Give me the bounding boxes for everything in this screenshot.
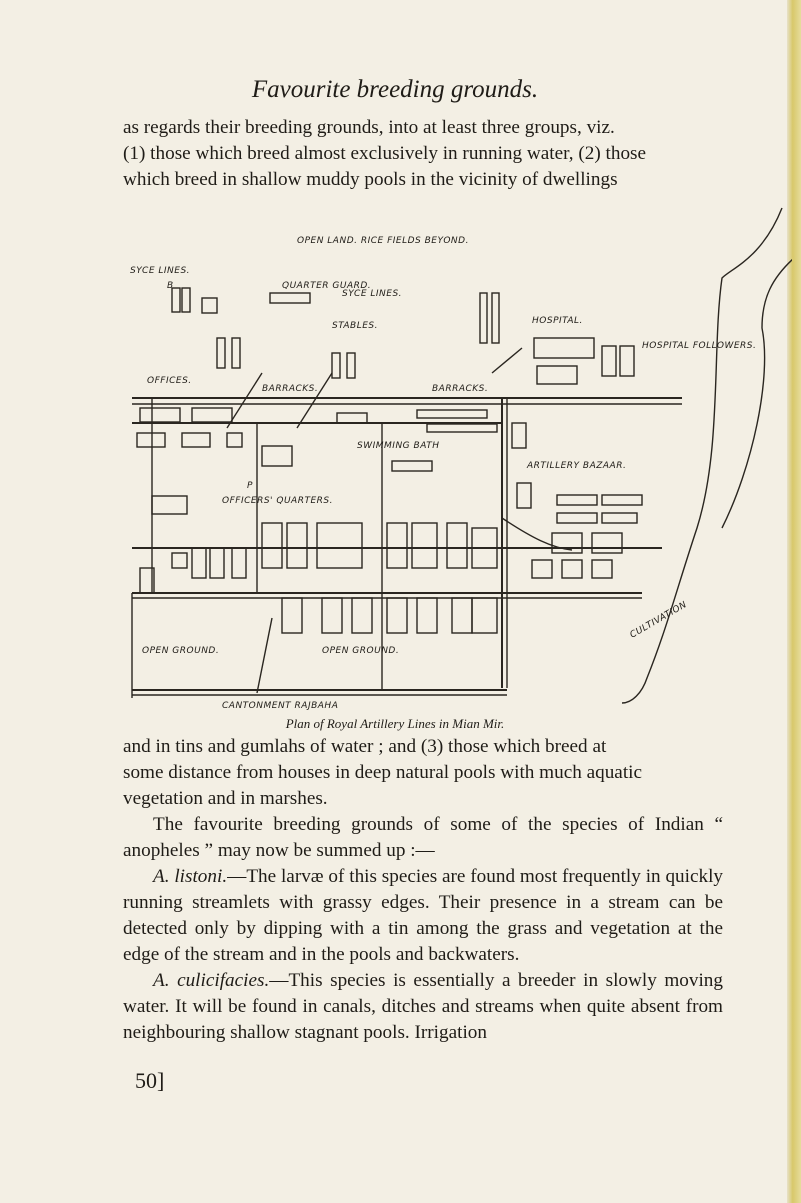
intro-paragraph: The favourite breeding grounds of some of the species of Indian “ anopheles ” may now be summed up :— [123, 814, 723, 861]
continuation-line-3: vegetation and in marshes. [123, 788, 328, 809]
label-stables: STABLES. [332, 321, 378, 331]
plan-figure [122, 198, 792, 714]
label-quarter-guard: QUARTER GUARD. [282, 281, 372, 291]
plan-map [122, 198, 792, 714]
label-syce-lines-left: SYCE LINES. [130, 266, 191, 276]
label-barracks-right: BARRACKS. [432, 384, 489, 394]
figure-caption: Plan of Royal Artillery Lines in Mian Mir. [285, 716, 505, 731]
text-line-3: which breed in shallow muddy pools in the vicinity of dwellings [123, 169, 618, 190]
text-line-2: (1) those which breed almost exclusively in running water, (2) those [123, 143, 647, 164]
label-swimming-bath: SWIMMING BATH [357, 441, 440, 451]
continuation-line-1: and in tins and gumlahs of water ; and (3) those which breed at [123, 736, 607, 757]
label-open-land: OPEN LAND. RICE FIELDS BEYOND. [297, 236, 469, 246]
culicifacies-text: —This species is essentially a breeder in slowly moving water. It will be found in canals, ditches and streams when quite absent from neighbouring shallow stagnant pools. Irrigation [123, 970, 723, 1043]
species-listoni: A. listoni. [153, 866, 228, 887]
running-title: Favourite breeding grounds. [251, 76, 539, 103]
label-artillery-bazaar: ARTILLERY BAZAAR. [527, 461, 627, 471]
label-officers-quarters: OFFICERS' QUARTERS. [222, 496, 333, 506]
label-open-ground-left: OPEN GROUND. [142, 646, 220, 656]
body-text [123, 734, 723, 1046]
species-culicifacies: A. culicifacies. [153, 970, 270, 991]
text-line-1: as regards their breeding grounds, into at least three groups, viz. [123, 117, 615, 138]
label-open-ground-right: OPEN GROUND. [322, 646, 400, 656]
listoni-paragraph [123, 864, 723, 968]
label-cultivation: CULTIVATION [628, 599, 689, 641]
page-number: 50] [135, 1068, 165, 1093]
label-b: B [167, 281, 174, 291]
swimming-bath-shape [392, 461, 432, 471]
label-p: P [247, 481, 253, 491]
continuation-line-2: some distance from houses in deep natural pools with much aquatic [123, 762, 642, 783]
culicifacies-paragraph [123, 968, 723, 1046]
label-hospital-followers: HOSPITAL FOLLOWERS. [642, 341, 757, 351]
label-barracks-left: BARRACKS. [262, 384, 319, 394]
listoni-text: —The larvæ of this species are found most frequently in quickly running streamlets with grassy edges. Their presence in a stream can be detected only by dipping with a tin among the grass and vegetation at the edge of the stream and in the pools and backwaters. [123, 866, 723, 965]
label-syce-lines-right: SYCE LINES. [342, 289, 403, 299]
label-cantonment-rajbaha: CANTONMENT RAJBAHA [222, 701, 339, 711]
top-text [123, 115, 723, 193]
label-hospital: HOSPITAL. [532, 316, 583, 326]
label-offices: OFFICES. [147, 376, 192, 386]
